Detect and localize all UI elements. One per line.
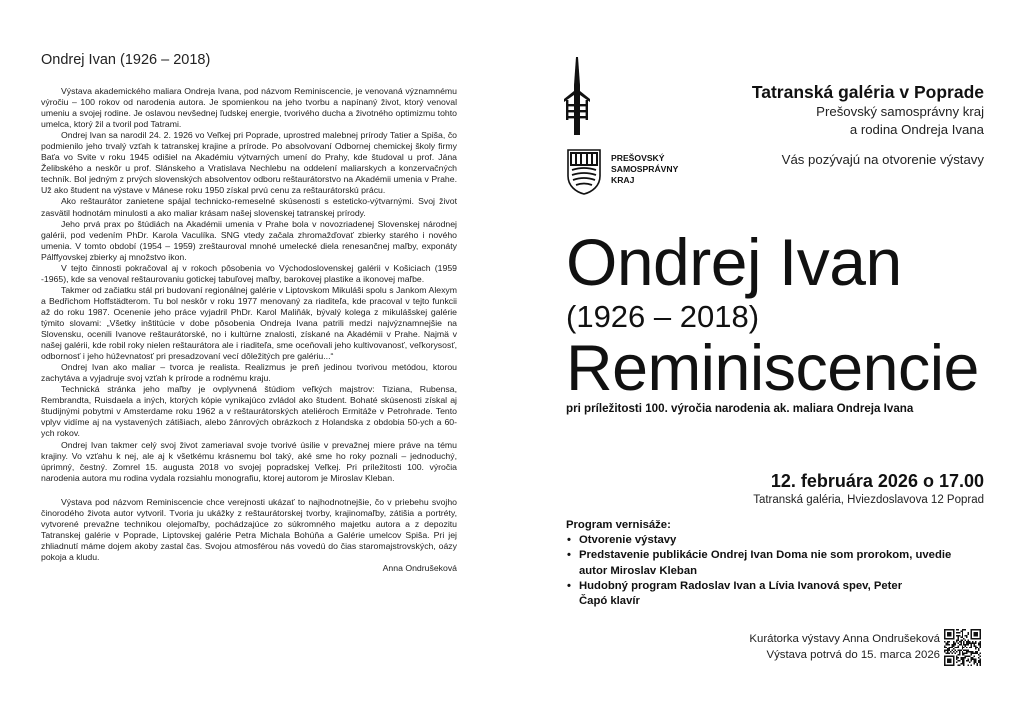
- region-name: [611, 153, 678, 187]
- signature: Anna Ondrušeková: [382, 562, 457, 573]
- bio-paragraph: Ako reštaurátor zanietene spájal technicko-remeselné skúsenosti s esteticko-výtvarnými. Svoj život zasvätil hodnotám minulosti a ako maliar krásam našej slovenskej tatranskej prírody.: [41, 196, 457, 218]
- organizer-line: Prešovský samosprávny kraj: [816, 104, 984, 119]
- program-heading: Program vernisáže:: [566, 519, 671, 531]
- program-item: • Hudobný program Radoslav Ivan a Lívia Ivanová spev, Peter Čapó klavír: [566, 579, 909, 609]
- bio-paragraph: Výstava akademického maliara Ondreja Ivana, pod názvom Reminiscencie, je venovaná významnému výročiu – 100 rokov od narodenia autora. Je spomienkou na jeho tvorbu a napínaný život, ktorý venoval umeniu a svojej rodine. Je oslavou nevšednej ľudskej energie, tvorivého ducha a životného optimizmu tohto umelca, ktorý žil a tvoril pod Tatrami.: [41, 86, 457, 130]
- presov-coat-of-arms-icon: [566, 148, 602, 196]
- left-title: Ondrej Ivan (1926 – 2018): [41, 52, 211, 68]
- biography-text: [41, 86, 457, 574]
- region-name-line: SAMOSPRÁVNY: [611, 164, 679, 175]
- tatranska-galeria-logo-icon: [562, 57, 592, 137]
- bio-paragraph: Jeho prvá prax po štúdiách na Akadémii umenia v Prahe bola v novozriadenej Slovenskej národnej galérii, pod vedením PhDr. Karola Vaculíka. SNG vtedy začala zhromažďovať zbierky starého i nového umenia. V tomto období (1954 – 1959) zreštauroval mnohé umelecké diela renesančnej maľby, exponáty Pálffyovskej zbierky aj množstvo ikon.: [41, 218, 457, 262]
- program-list: [566, 533, 954, 609]
- organizer-line: a rodina Ondreja Ivana: [849, 122, 984, 137]
- exhibition-title: Reminiscencie: [566, 332, 979, 404]
- footer-info: [749, 631, 940, 663]
- qr-code-icon: [944, 629, 981, 666]
- curator-line: Kurátorka výstavy Anna Ondrušeková: [749, 633, 940, 645]
- artist-name: Ondrej Ivan: [566, 225, 902, 299]
- bio-paragraph: Technická stránka jeho maľby je ovplyvnená štúdiom veľkých majstrov: Tiziana, Rubensa, Rembrandta, Ruisdaela a iných, ktorých kópie vynikajúco zvládol ako študent. Bohaté skúsenosti získal aj študijnými pobytmi v Amsterdame roku 1962 a v reštaurátorských ateliéroch Ermitáže v Petrohrade. Tento vplyv vidíme aj na vystavených zátišiach, alebo žánrových obrázkoch z Holandska z obdobia 50-ych a 60-ych rokov.: [41, 384, 457, 439]
- program-item: • Otvorenie výstavy: [566, 533, 954, 548]
- duration-line: Výstava potrvá do 15. marca 2026: [766, 649, 940, 661]
- program-section: [566, 518, 954, 609]
- venue-address: Tatranská galéria, Hviezdoslavova 12 Poprad: [753, 494, 984, 506]
- bio-paragraph: Ondrej Ivan takmer celý svoj život zameriaval svoje tvorivé úsilie v prevažnej miere práve na tému krajiny. Vo vzťahu k nej, ale aj k všetkému krásnemu bol taký, aké sme ho roky poznali – jednoduchý, úprimný, čestný. Zomrel 15. augusta 2018 vo svojej popradskej Veľkej. Pri príležitosti 100. výročia narodenia autora mu rodina vydala rozsiahlu monografiu, ktorej autorom je Miroslav Kleban.: [41, 439, 457, 483]
- bio-paragraph: Ondrej Ivan ako maliar – tvorca je realista. Realizmus je preň jedinou tvorivou metódou, ktorou zachytáva a vyjadruje svoj vzťah k prírode a rodnému kraju.: [41, 362, 457, 384]
- region-name-line: PREŠOVSKÝ: [611, 153, 665, 163]
- bio-paragraph: Ondrej Ivan sa narodil 24. 2. 1926 vo Veľkej pri Poprade, uprostred malebnej prírody Tatier a Spiša, čo podmienilo jeho trvalý vzťah k tatranskej krajine a prírode. Po absolvovaní Odbornej chemickej školy firmy Baťa vo Svite v roku 1945 odišiel na Akadémiu výtvarných umení do Prahy, kde študoval u prof. Jána Želibského a neskôr u prof. Slánskeho a Vratislava Nechlebu na oddelení maliarskych a konzervačných techník. Bol jedným z prvých slovenských absolventov odboru reštaurátorstvo na Akadémii umenia v Prahe. Už ako študent na výstave v Mánese roku 1950 získal prvú cenu za reštaurátorskú prácu.: [41, 130, 457, 196]
- bio-paragraph: Takmer od začiatku stál pri budovaní regionálnej galérie v Liptovskom Mikuláši spolu s Jankom Alexym a Bedřichom Hoffstädterom. Tu bol neskôr v roku 1977 menovaný za riaditeľa, kde pracoval v tejto funkcii až do roku 1987. Ocenenie jeho práce vyjadril PhDr. Karol Maliňák, bývalý kolega z mikulášskej galérie týmito slovami: „Všetky inštitúcie v dobe pôsobenia Ondreja Ivana patrili medzi najvýznamnejšie na Slovensku, ocenili Ivanove reštaurátorské, no i kultúrne znalosti, získané na Akadémii v Prahe. Najmä v našej galérii, kde robil roky nielen reštaurátora ale i riaditeľa, sme oceňovali jeho kultivovanosť, veľkorysosť, odbornosť i jeho húževnatosť pri presadzovaní vecí dôležitých pre galériu...“: [41, 284, 457, 362]
- exhibition-subtitle: pri príležitosti 100. výročia narodenia ak. maliara Ondreja Ivana: [566, 402, 914, 415]
- bio-paragraph: V tejto činnosti pokračoval aj v rokoch pôsobenia vo Východoslovenskej galérii v Košiciach (1959 -1965), kde sa venoval reštaurovaniu gotickej tabuľovej maľby, barokovej plastike a ikonovej maľbe.: [41, 262, 457, 284]
- invitation-line: Vás pozývajú na otvorenie výstavy: [781, 152, 984, 167]
- organizers-header: [752, 81, 984, 169]
- bio-paragraph: Výstava pod názvom Reminiscencie chce verejnosti ukázať to najhodnotnejšie, čo v priebehu svojho činorodého života autor vytvoril. Tvoria ju ukážky z reštaurátorskej tvorby, krajinomaľby, zátišia a portréty, vytvorené prevažne technikou olejomaľby, pochádzajúce zo súkromného majetku autora a z depozitu Tatranskej galérie v Poprade, Liptovskej galérie Petra Michala Bohúňa a Galérie umelcov Spiša. Pri jej zhliadnutí máme dojem akoby zastal čas. Svojou atmosférou nás vovedú do čias staromajstrovských, oázy pokoja a kludu.: [41, 496, 457, 562]
- artist-years: (1926 – 2018): [566, 299, 760, 334]
- gallery-name: Tatranská galéria v Poprade: [751, 82, 984, 102]
- program-item: • Predstavenie publikácie Ondrej Ivan Doma nie som prorokom, uvedie autor Miroslav Kleban: [566, 548, 954, 578]
- opening-date: 12. februára 2026 o 17.00: [770, 471, 984, 491]
- region-name-line: KRAJ: [611, 175, 635, 186]
